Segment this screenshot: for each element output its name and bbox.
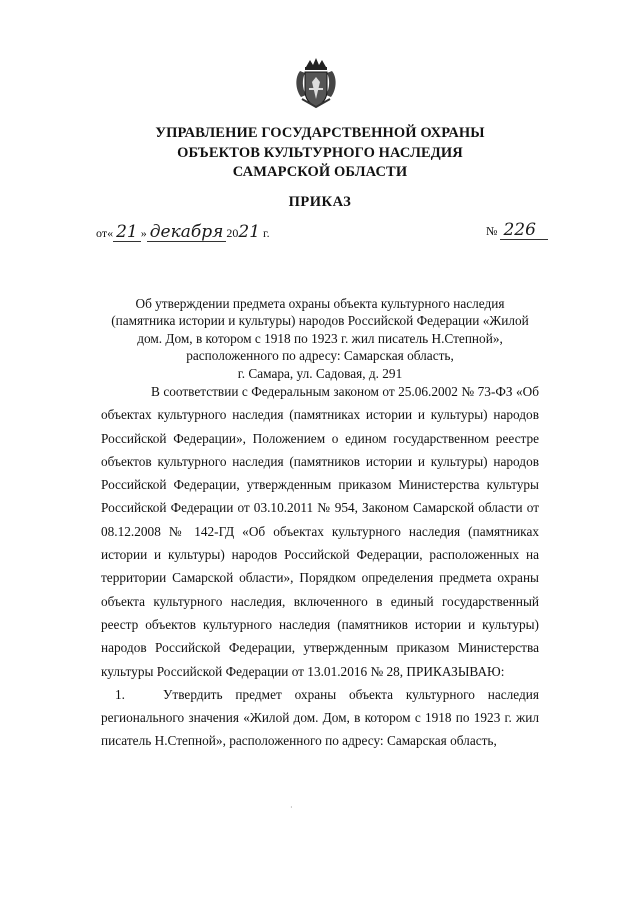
organization-name bbox=[0, 124, 640, 183]
coat-of-arms-icon bbox=[292, 55, 340, 111]
org-line: УПРАВЛЕНИЕ ГОСУДАРСТВЕННОЙ ОХРАНЫ bbox=[155, 125, 485, 141]
document-type: ПРИКАЗ bbox=[288, 194, 352, 210]
date-day: 21 bbox=[116, 222, 138, 242]
document-number bbox=[486, 222, 548, 240]
date-month: декабря bbox=[149, 222, 224, 242]
subject-line: расположенного по адресу: Самарская область, bbox=[186, 348, 454, 364]
date-month-field bbox=[147, 224, 227, 242]
item-number: 1. bbox=[115, 686, 125, 702]
scan-speck: · bbox=[290, 803, 293, 812]
document-body bbox=[101, 380, 539, 753]
date-line bbox=[96, 222, 270, 242]
org-line: САМАРСКОЙ ОБЛАСТИ bbox=[232, 164, 408, 180]
number-field bbox=[500, 222, 547, 240]
date-prefix: от bbox=[96, 226, 108, 240]
date-quote-close: » bbox=[140, 226, 147, 240]
date-year-prefix: 20 bbox=[226, 226, 239, 240]
org-line: ОБЪЕКТОВ КУЛЬТУРНОГО НАСЛЕДИЯ bbox=[177, 144, 463, 161]
subject-line: (памятника истории и культуры) народов Российской Федерации «Жилой bbox=[111, 313, 529, 329]
document-subject bbox=[100, 295, 540, 382]
date-day-field bbox=[113, 224, 141, 242]
item-text: Утвердить предмет охраны объекта культурного наследия регионального значения «Жилой дом. Дом, в котором с 1918 по 1923 г. жил писатель Н.Степной», расположенного по адресу: Самарская область, bbox=[101, 686, 539, 749]
date-year-suffix: 21 bbox=[238, 222, 261, 242]
number-value: 226 bbox=[503, 220, 536, 240]
date-quote-open: « bbox=[107, 226, 114, 240]
preamble-paragraph: В соответствии с Федеральным законом от 25.06.2002 № 73-ФЗ «Об объектах культурного наследия (памятниках истории и культуры) народов Российской Федерации», Положением о едином государственном реестре объектов культурного наследия (памятников истории и культуры) народов Российской Федерации, утвержденным приказом Министерства культуры Российской Федерации от 03.10.2011 № 954, Законом Самарской области от 08.12.2008 № 142-ГД «Об объектах культурного наследия (памятниках истории и культуры) народов Российской Федерации, расположенных на территории Самарской области», Порядком определения предмета охраны объекта культурного наследия, включенного в единый государственный реестр объектов культурного наследия (памятников истории и культуры) народов Российской Федерации, утвержденным приказом Министерства культуры Российской Федерации от 13.01.2016 № 28, ПРИКАЗЫВАЮ: bbox=[101, 384, 539, 679]
subject-line: дом. Дом, в котором с 1918 по 1923 г. жил писатель Н.Степной», bbox=[137, 330, 503, 346]
number-label: № bbox=[486, 224, 498, 238]
subject-line: Об утверждении предмета охраны объекта культурного наследия bbox=[135, 296, 505, 311]
subject-line: г. Самара, ул. Садовая, д. 291 bbox=[237, 365, 403, 381]
date-year-unit: г. bbox=[263, 226, 270, 240]
list-item bbox=[101, 683, 539, 753]
